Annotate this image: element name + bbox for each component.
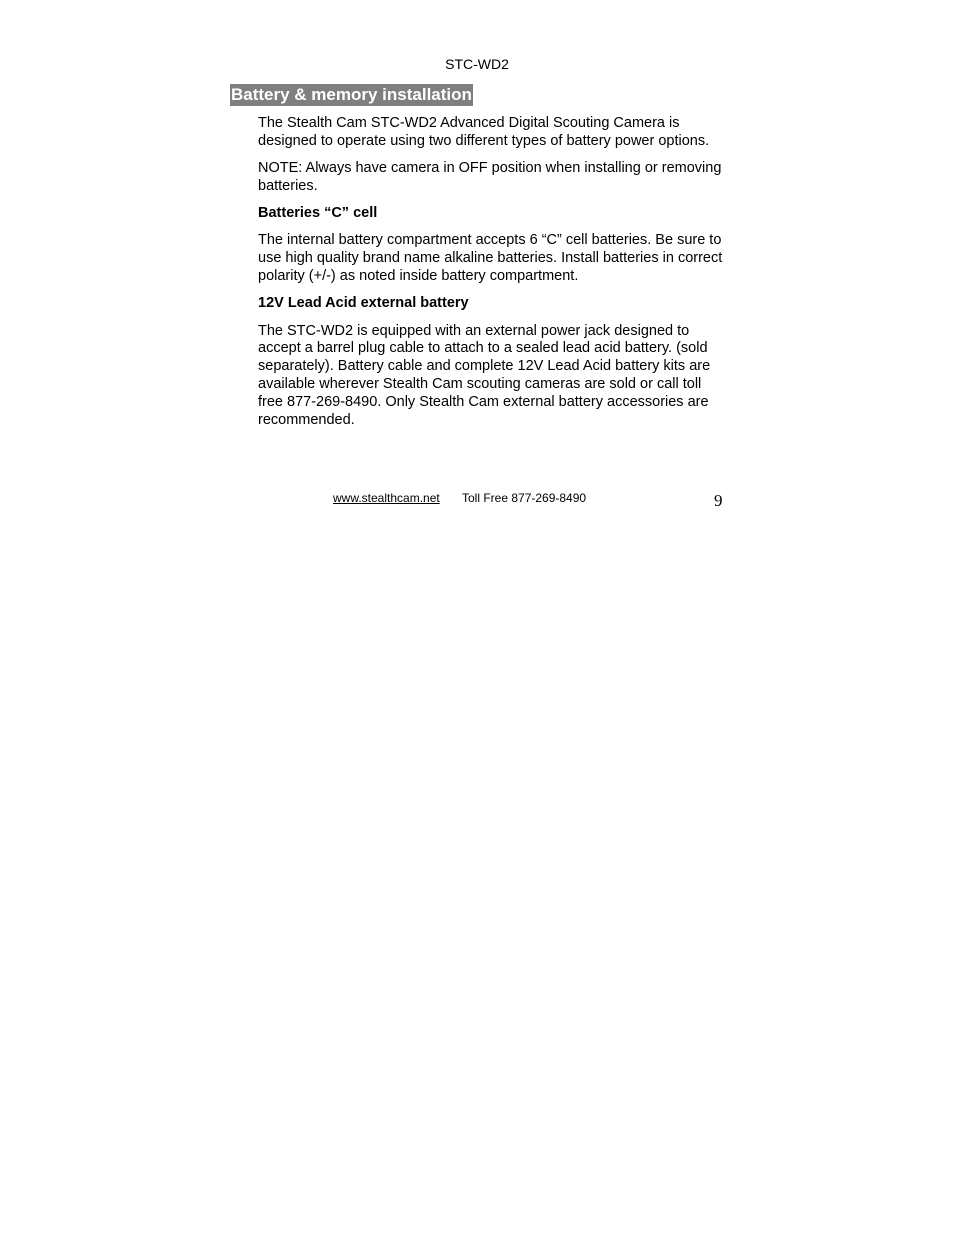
body-content	[258, 115, 726, 439]
c-cell-heading: Batteries “C” cell	[258, 205, 378, 222]
model-header: STC-WD2	[445, 56, 509, 72]
section-title: Battery & memory installation	[231, 85, 472, 104]
c-cell-paragraph: The internal battery compartment accepts 6 “C” cell batteries. Be sure to use high quality brand name alkaline batteries. Install batteries in correct polarity (+/-) as noted inside battery compartment.	[258, 232, 723, 285]
lead-acid-paragraph: The STC-WD2 is equipped with an external power jack designed to accept a barrel plug cable to attach to a sealed lead acid battery. (sold separately). Battery cable and complete 12V Lead Acid battery kits are available wherever Stealth Cam scouting cameras are sold or call toll free 877-269-8490. Only Stealth Cam external battery accessories are recommended.	[258, 322, 711, 428]
website-link[interactable]: www.stealthcam.net	[333, 491, 440, 505]
page-number: 9	[714, 491, 723, 510]
page-footer	[0, 490, 954, 510]
note-paragraph: NOTE: Always have camera in OFF position when installing or removing batteries.	[258, 160, 722, 194]
lead-acid-heading: 12V Lead Acid external battery	[258, 295, 469, 312]
intro-paragraph: The Stealth Cam STC-WD2 Advanced Digital Scouting Camera is designed to operate using two different types of battery power options.	[258, 115, 710, 149]
toll-free-number: Toll Free 877-269-8490	[462, 491, 587, 505]
